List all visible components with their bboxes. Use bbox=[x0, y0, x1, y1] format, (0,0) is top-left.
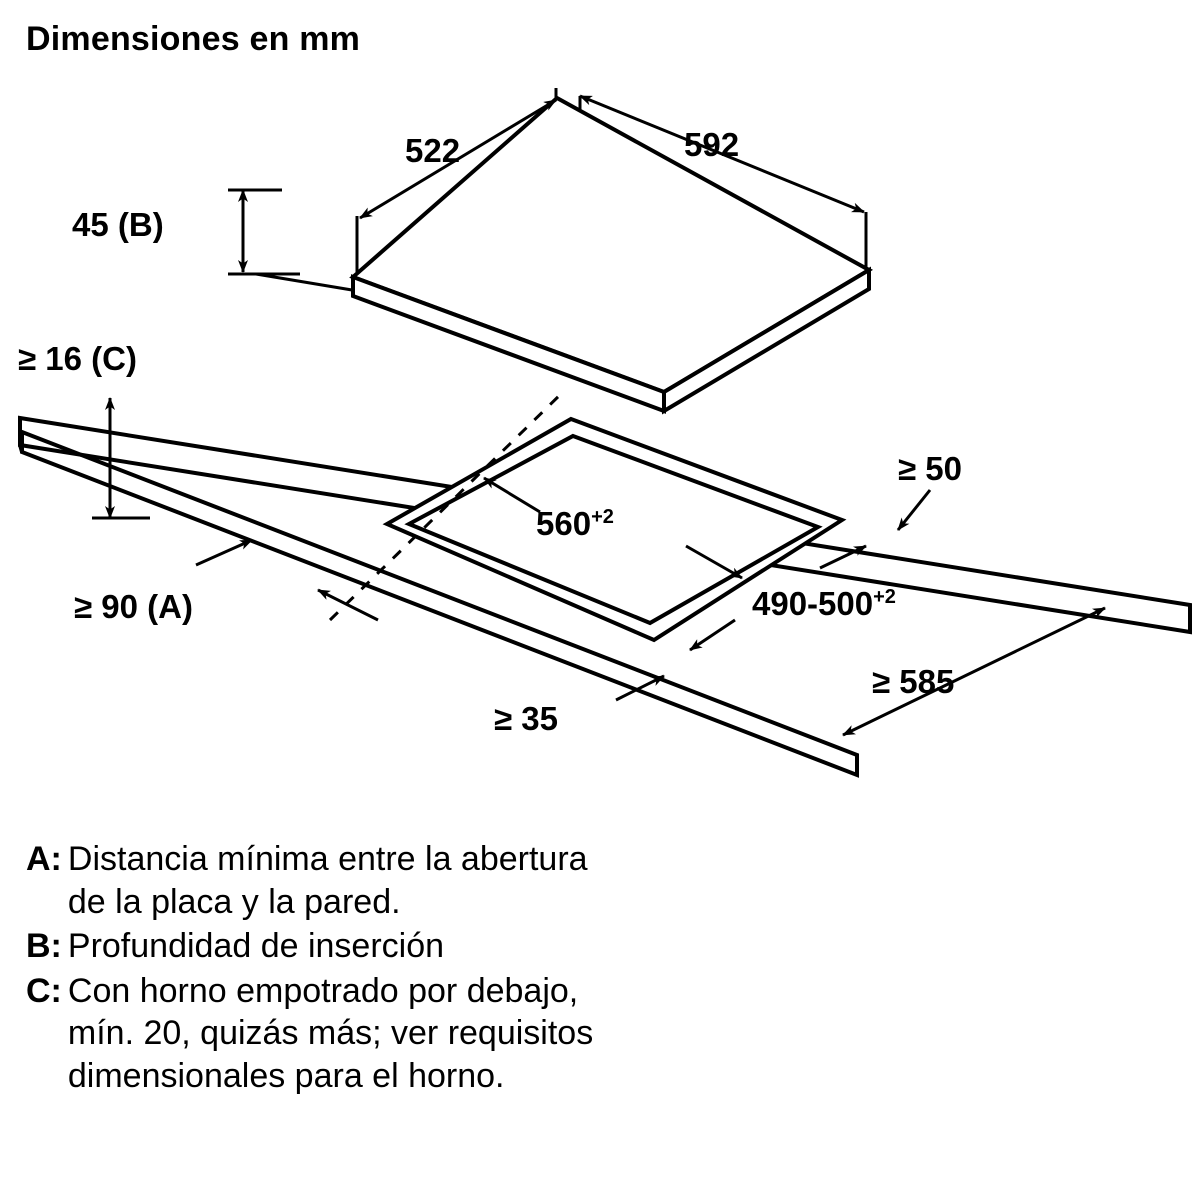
legend-text-a bbox=[68, 838, 588, 923]
legend-text-a-line-2: de la placa y la pared. bbox=[67, 882, 401, 921]
legend-key-c: C: bbox=[26, 971, 62, 1010]
legend-key-b: B: bbox=[26, 927, 62, 965]
legend-key-a: A: bbox=[26, 840, 62, 878]
dimension-value-490-500: 490-500 bbox=[752, 585, 874, 622]
page-title: Dimensiones en mm bbox=[26, 20, 361, 58]
legend-item-c bbox=[26, 970, 1036, 1098]
legend-text-b bbox=[68, 925, 444, 968]
dimension-label-522: 522 bbox=[405, 132, 461, 169]
legend-text-c-line-3: dimensionales para el horno. bbox=[67, 1056, 505, 1095]
dimension-label-490-500 bbox=[752, 585, 896, 623]
legend bbox=[26, 838, 1036, 1099]
legend-text-b-line-1: Profundidad de inserción bbox=[67, 927, 445, 965]
dimension-line-45 bbox=[228, 190, 352, 290]
dimension-label-35: ≥ 35 bbox=[494, 700, 558, 737]
dimension-tolerance-560: +2 bbox=[591, 506, 614, 528]
legend-item-a bbox=[26, 838, 1036, 923]
dimension-value-560: 560 bbox=[536, 505, 592, 542]
legend-text-a-line-1: Distancia mínima entre la abertura bbox=[67, 840, 588, 878]
dimension-label-90: ≥ 90 (A) bbox=[74, 588, 193, 625]
dimension-label-592: 592 bbox=[684, 126, 740, 163]
dimension-label-50: ≥ 50 bbox=[898, 450, 962, 487]
legend-text-c-line-1: Con horno empotrado por debajo, bbox=[67, 971, 579, 1010]
legend-text-c-line-2: mín. 20, quizás más; ver requisitos bbox=[67, 1014, 594, 1052]
dimension-line-50 bbox=[898, 490, 930, 530]
dimension-label-45: 45 (B) bbox=[72, 206, 164, 243]
dimension-label-16: ≥ 16 (C) bbox=[18, 340, 137, 377]
dimension-label-585: ≥ 585 bbox=[872, 663, 955, 700]
legend-item-b bbox=[26, 925, 1036, 968]
dimension-tolerance-490-500: +2 bbox=[873, 586, 896, 608]
dimension-label-560 bbox=[536, 505, 614, 543]
legend-text-c bbox=[68, 970, 593, 1098]
